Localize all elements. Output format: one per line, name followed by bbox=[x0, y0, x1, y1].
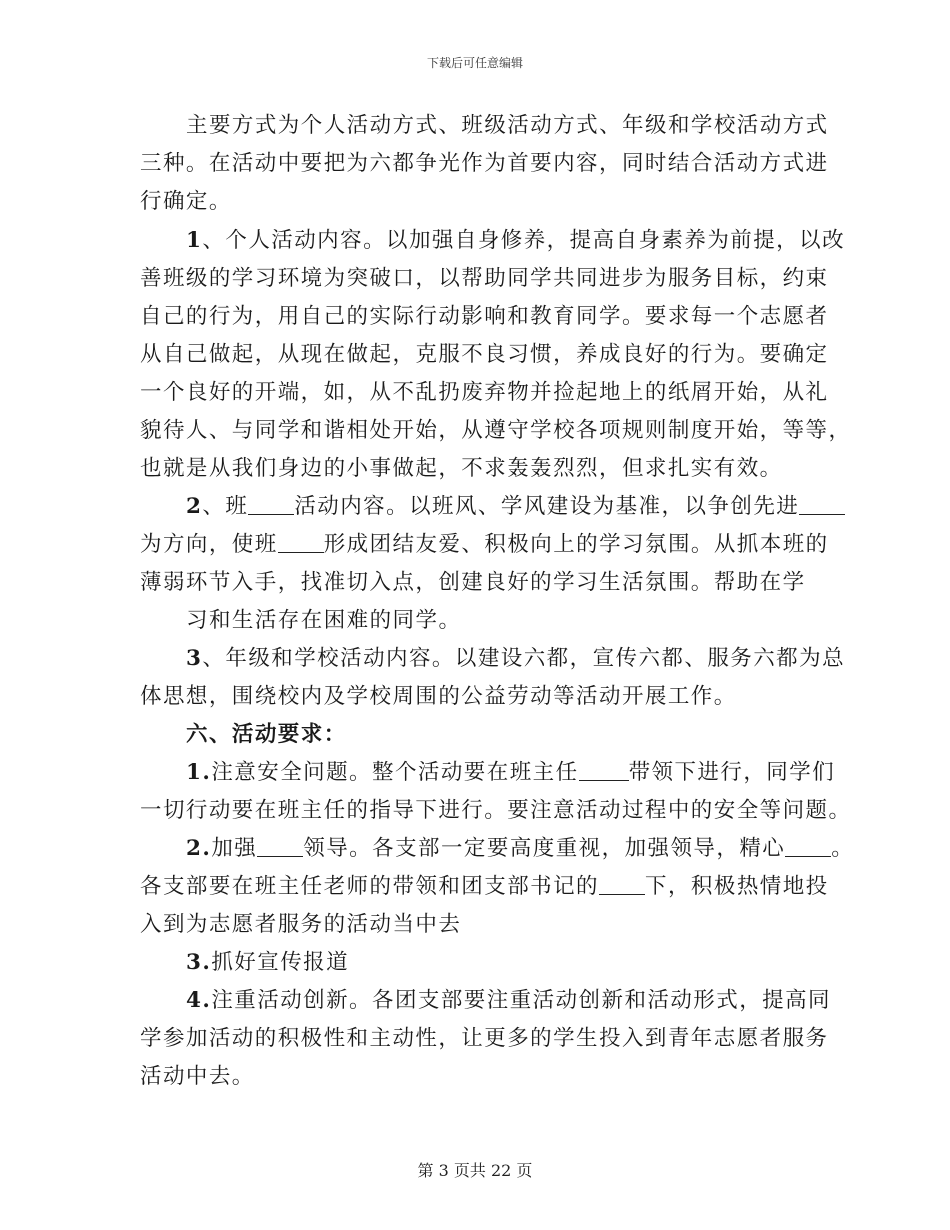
fill-blank bbox=[278, 530, 324, 553]
paragraph-line: 1.注意安全问题。整个活动要在班主任 带领下进行，同学们 bbox=[186, 760, 836, 785]
item-number: 1. bbox=[186, 760, 212, 785]
paragraph-line: 活动中去。 bbox=[140, 1064, 255, 1089]
paragraph-line: 自己的行为，用自己的实际行动影响和教育同学。要求每一个志愿者 bbox=[140, 304, 829, 329]
fill-blank bbox=[785, 834, 831, 857]
fill-blank bbox=[579, 758, 629, 781]
paragraph-line: 4.注重活动创新。各团支部要注重活动创新和活动形式，提高同 bbox=[186, 988, 832, 1013]
paragraph-line: 貌待人、与同学和谐相处开始，从遵守学校各项规则制度开始，等等， bbox=[140, 418, 852, 443]
paragraph-line: 3.抓好宣传报道 bbox=[186, 950, 350, 975]
paragraph-line: 主要方式为个人活动方式、班级活动方式、年级和学校活动方式 bbox=[186, 113, 829, 138]
item-number: 3. bbox=[186, 950, 212, 975]
paragraph-line: 2.加强 领导。各支部一定要高度重视，加强领导，精心 。 bbox=[186, 836, 855, 861]
paragraph-line: 习和生活存在困难的同学。 bbox=[186, 608, 462, 633]
paragraph-line: 一切行动要在班主任的指导下进行。要注意活动过程中的安全等问题。 bbox=[140, 798, 852, 823]
paragraph-line: 各支部要在班主任老师的带领和团支部书记的 下，积极热情地投 bbox=[140, 874, 829, 899]
fill-blank bbox=[248, 492, 294, 515]
paragraph-line: 为方向，使班 形成团结友爱、积极向上的学习氛围。从抓本班的 bbox=[140, 532, 829, 557]
paragraph-line: 三种。在活动中要把为六都争光作为首要内容，同时结合活动方式进 bbox=[140, 151, 829, 176]
paragraph-line: 善班级的学习环境为突破口，以帮助同学共同进步为服务目标，约束 bbox=[140, 266, 829, 291]
paragraph-line: 学参加活动的积极性和主动性，让更多的学生投入到青年志愿者服务 bbox=[140, 1026, 829, 1051]
paragraph-line: 1、个人活动内容。以加强自身修养，提高自身素养为前提，以改 bbox=[186, 228, 846, 253]
paragraph-line: 3、年级和学校活动内容。以建设六都，宣传六都、服务六都为总 bbox=[186, 646, 846, 671]
item-number: 4. bbox=[186, 988, 212, 1013]
page-header: 下载后可任意编辑 bbox=[426, 56, 523, 70]
paragraph-line: 薄弱环节入手，找准切入点，创建良好的学习生活氛围。帮助在学 bbox=[140, 570, 806, 595]
paragraph-line: 体思想，围绕校内及学校周围的公益劳动等活动开展工作。 bbox=[140, 684, 737, 709]
fill-blank bbox=[257, 834, 303, 857]
item-number: 2. bbox=[186, 836, 212, 861]
paragraph-line: 从自己做起，从现在做起，克服不良习惯，养成良好的行为。要确定 bbox=[140, 342, 829, 367]
paragraph-line: 一个良好的开端，如，从不乱扔废弃物并捡起地上的纸屑开始，从礼 bbox=[140, 380, 829, 405]
item-number: 1 bbox=[186, 228, 203, 253]
paragraph-line: 行确定。 bbox=[140, 189, 232, 214]
paragraph-line: 入到为志愿者服务的活动当中去 bbox=[140, 912, 462, 937]
paragraph-line: 也就是从我们身边的小事做起，不求轰轰烈烈，但求扎实有效。 bbox=[140, 456, 783, 481]
item-number: 2 bbox=[186, 494, 203, 519]
item-number: 3 bbox=[186, 646, 203, 671]
section-heading: 六、活动要求： bbox=[186, 722, 347, 747]
fill-blank bbox=[599, 872, 645, 895]
paragraph-line: 2、班 活动内容。以班风、学风建设为基准，以争创先进 bbox=[186, 492, 845, 522]
fill-blank bbox=[799, 492, 845, 515]
page-footer: 第 3 页共 22 页 bbox=[417, 1161, 533, 1180]
